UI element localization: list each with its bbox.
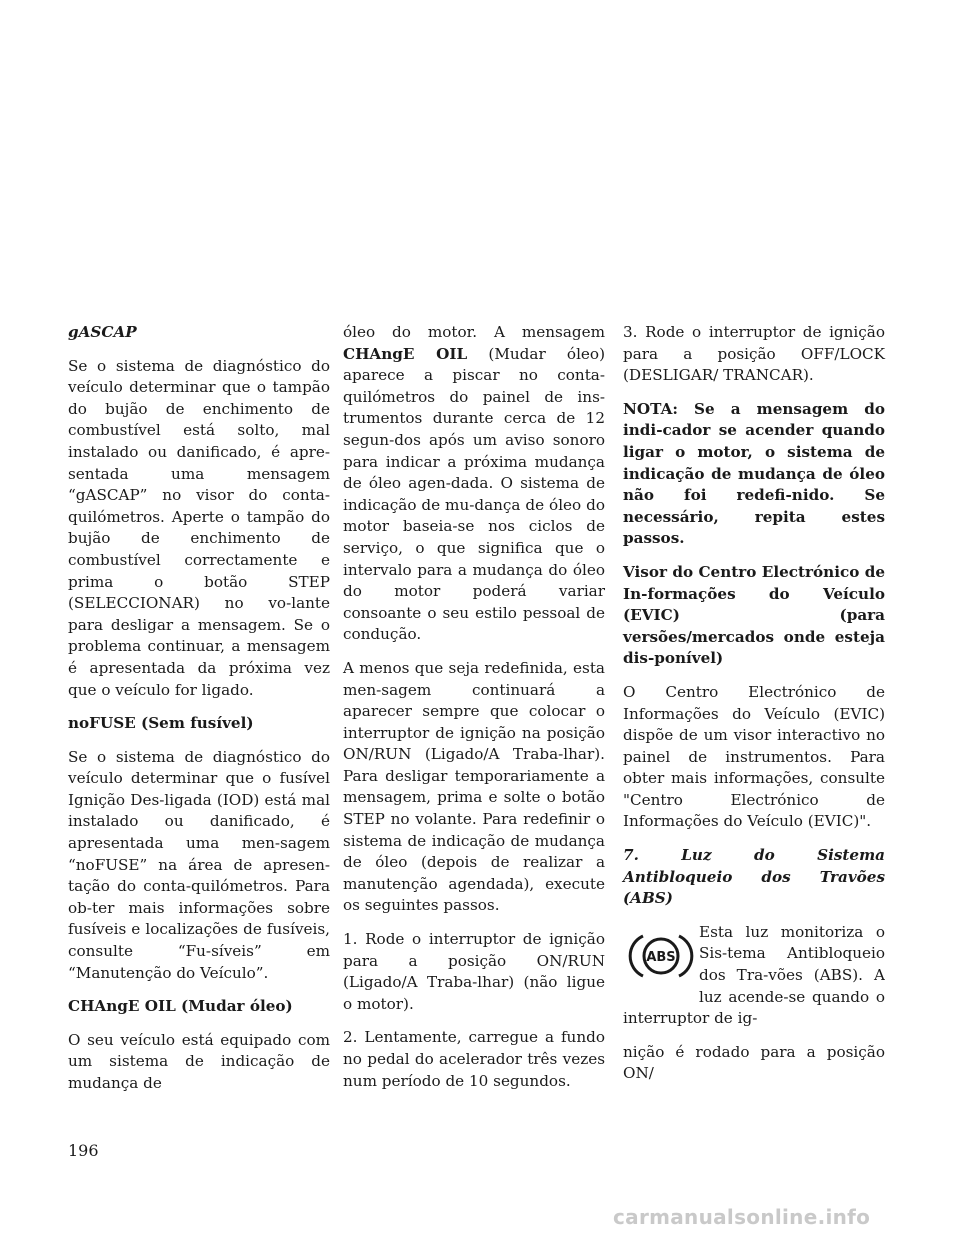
heading-nofuse: noFUSE (Sem fusível) (68, 714, 254, 733)
abs-icon-label: ABS (646, 949, 676, 965)
paragraph-gascap: Se o sistema de diagnóstico do veículo determinar que o tampão do bujão de enchimento de combustível está solto, mal instalado ou danificado, é apre-sentada uma mensagem “gASCAP” no visor do conta-quilómetros. Aperte o tampão do bujão de enchimento de combustível correctamente e prima o botão STEP (SELECCIONAR) no vo-lante para desligar a mensagem. Se o problema continuar, a mensagem é apresentada da próxima vez que o veículo for ligado. (68, 356, 330, 699)
paragraph-abs-tail: nição é rodado para a posição ON/ (623, 1042, 885, 1083)
abs-warning-icon (623, 924, 699, 988)
heading-evic: Visor do Centro Electrónico de In-formações do Veículo (EVIC) (para versões/mercados onde esteja dis-ponível) (623, 562, 885, 668)
paragraph-evic: O Centro Electrónico de Informações do Veículo (EVIC) dispõe de um visor interactivo no painel de instrumentos. Para obter mais informações, consulte "Centro Electrónico de Informações do Veículo (EVIC)". (623, 682, 885, 831)
column-middle (343, 322, 605, 1104)
step-2: 2. Lentamente, carregue a fundo no pedal do acelerador três vezes num período de 10 segundos. (343, 1028, 605, 1090)
column-right (623, 322, 885, 1097)
abs-block (623, 922, 885, 1042)
paragraph-change-oil-start: O seu veículo está equipado com um sistema de indicação de mudança de (68, 1030, 330, 1092)
text-span: (Mudar óleo) aparece a piscar no conta-quilómetros do painel de ins-trumentos durante cerca de 12 segun-dos após um aviso sonoro para indicar a próxima mudança de óleo agen-dada. O sistema de indicação de mu-dança de óleo do motor baseia-se nos ciclos de serviço, o que significa que o intervalo para a mudança do óleo do motor poderá variar consoante o seu estilo pessoal de condução. (343, 344, 605, 644)
paragraph-reset-intro: A menos que seja redefinida, esta men-sagem continuará a aparecer sempre que colocar o interruptor de ignição na posição ON/RUN (Ligado/A Traba-lhar). Para desligar temporariamente a mensagem, prima e solte o botão STEP no volante. Para redefinir o sistema de indicação de mudança de óleo (depois de realizar a manutenção agendada), execute os seguintes passos. (343, 658, 605, 915)
column-left (68, 322, 330, 1107)
change-oil-term: CHAngE OIL (343, 344, 468, 363)
heading-change-oil: CHAngE OIL (Mudar óleo) (68, 997, 293, 1016)
watermark: carmanualsonline.info (613, 1205, 871, 1229)
heading-abs: 7. Luz do Sistema Antibloqueio dos Travões (ABS) (623, 846, 885, 908)
page-number: 196 (68, 1141, 99, 1160)
step-3: 3. Rode o interruptor de ignição para a posição OFF/LOCK (DESLIGAR/ TRANCAR). (623, 323, 885, 385)
step-1: 1. Rode o interruptor de ignição para a posição ON/RUN (Ligado/A Traba-lhar) (não ligue o motor). (343, 930, 605, 1013)
paragraph-nofuse: Se o sistema de diagnóstico do veículo determinar que o fusível Ignição Des-ligada (IOD) está mal instalado ou danificado, é apresentada uma men-sagem “noFUSE” na área de apresen-tação do conta-quilómetros. Para ob-ter mais informações sobre fusíveis e localizações de fusíveis, consulte “Fu-síveis” em “Manutenção do Veículo”. (68, 747, 330, 982)
note-paragraph: NOTA: Se a mensagem do indi-cador se acender quando ligar o motor, o sistema de indicação de mudança de óleo não foi redefi-nido. Se necessário, repita estes passos. (623, 399, 885, 548)
paragraph-abs: Esta luz monitoriza o Sis-tema Antibloqueio dos Tra-vões (ABS). A luz acende-se quando o interruptor de ig- (623, 922, 885, 1028)
text-span: óleo do motor. A mensagem (343, 323, 605, 341)
heading-gascap: gASCAP (68, 323, 137, 341)
paragraph-change-oil-cont (343, 322, 605, 646)
